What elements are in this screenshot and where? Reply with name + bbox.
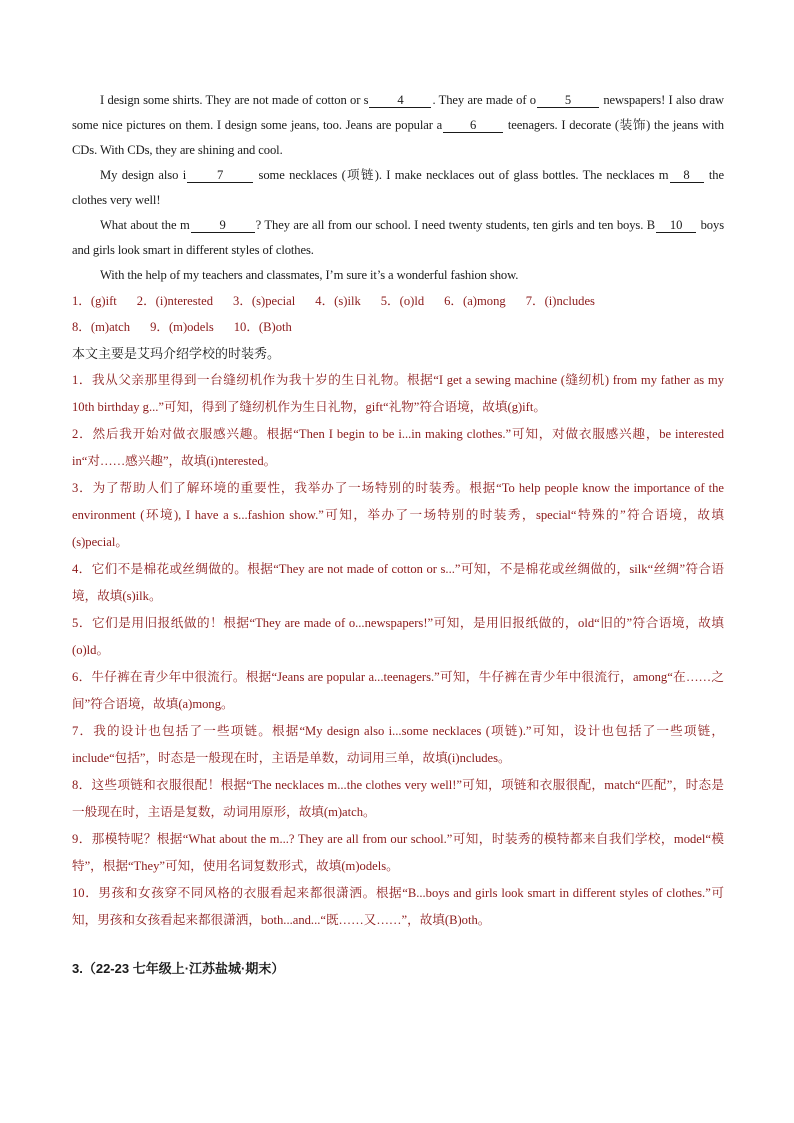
answer-row-1: [72, 288, 724, 314]
passage-paragraph-1: I design some shirts. They are not made of cotton or s 4 . They are made of o 5 newspapers! I also draw some nice pictures on them. I design some jeans, too. Jeans are popular a 6 teenagers. I decorate (装饰) the jeans with CDs. With CDs, they are shining and cool.: [72, 93, 725, 157]
explanation-7: 7．我的设计也包括了一些项链。根据“My design also i...some necklaces (项链).”可知，设计也包括了一些项链，include“包括”，时态是一般现在时，主语是单数，动词用三单，故填(i)ncludes。: [72, 724, 724, 765]
passage-paragraph-2: My design also i 7 some necklaces (项链). I make necklaces out of glass bottles. The necklaces m 8 the clothes very well!: [72, 168, 724, 207]
explanation-5: 5．它们是用旧报纸做的！根据“They are made of o...newspapers!”可知，是用旧报纸做的，old“旧的”符合语境，故填(o)ld。: [72, 616, 724, 657]
answer-row-2: [72, 314, 724, 340]
explanation-4: 4．它们不是棉花或丝绸做的。根据“They are not made of cotton or s...”可知，不是棉花或丝绸做的，silk“丝绸”符合语境，故填(s)ilk。: [72, 562, 724, 603]
blank-5[interactable]: 5: [537, 93, 599, 108]
blank-4[interactable]: 4: [369, 93, 431, 108]
blank-9[interactable]: 9: [191, 218, 255, 233]
answer-item: 1．(g)ift: [72, 294, 117, 308]
next-question-heading: 3.（22-23 七年级上·江苏盐城·期末）: [72, 961, 285, 976]
passage-paragraph-4: With the help of my teachers and classmates, I’m sure it’s a wonderful fashion show.: [100, 268, 519, 282]
explanation-1: 1．我从父亲那里得到一台缝纫机作为我十岁的生日礼物。根据“I get a sewing machine (缝纫机) from my father as my 10th birthday g...”可知，得到了缝纫机作为生日礼物，gift“礼物”符合语境，故填(g)ift。: [72, 373, 724, 414]
answer-item: 3．(s)pecial: [233, 294, 296, 308]
explanation-9: 9．那模特呢？根据“What about the m...? They are all from our school.”可知，时装秀的模特都来自我们学校，model“模特”，根据“They”可知，使用名词复数形式，故填(m)odels。: [72, 832, 724, 873]
explanation-3: 3．为了帮助人们了解环境的重要性，我举办了一场特别的时装秀。根据“To help people know the importance of the environment (环境), I have a s...fashion show.”可知，举办了一场特别的时装秀，special“特殊的”符合语境，故填(s)pecial。: [72, 481, 724, 549]
explanation-6: 6．牛仔裤在青少年中很流行。根据“Jeans are popular a...teenagers.”可知，牛仔裤在青少年中很流行，among“在……之间”符合语境，故填(a)mong。: [72, 670, 724, 711]
answer-item: 5．(o)ld: [380, 294, 425, 308]
document-page: [72, 88, 724, 977]
answer-item: 7．(i)ncludes: [525, 294, 595, 308]
explanation-2: 2．然后我开始对做衣服感兴趣。根据“Then I begin to be i...in making clothes.”可知，对做衣服感兴趣，be interested in“对……感兴趣”，故填(i)nterested。: [72, 427, 724, 468]
blank-7[interactable]: 7: [187, 168, 253, 183]
passage-paragraph-3: What about the m 9 ? They are all from our school. I need twenty students, ten girls and ten boys. B 10 boys and girls look smart in different styles of clothes.: [72, 218, 724, 257]
answer-item: 6．(a)mong: [444, 294, 506, 308]
explanation-8: 8．这些项链和衣服很配！根据“The necklaces m...the clothes very well!”可知，项链和衣服很配，match“匹配”，时态是一般现在时，主语是复数，动词用原形，故填(m)atch。: [72, 778, 724, 819]
answer-item: 10．(B)oth: [233, 320, 292, 334]
answer-item: 4．(s)ilk: [315, 294, 361, 308]
blank-10[interactable]: 10: [656, 218, 696, 233]
answer-item: 8．(m)atch: [72, 320, 131, 334]
summary-text: 本文主要是艾玛介绍学校的时装秀。: [72, 346, 281, 361]
answer-item: 2．(i)nterested: [136, 294, 214, 308]
blank-6[interactable]: 6: [443, 118, 503, 133]
blank-8[interactable]: 8: [670, 168, 704, 183]
answer-item: 9．(m)odels: [150, 320, 214, 334]
explanation-10: 10．男孩和女孩穿不同风格的衣服看起来都很潇洒。根据“B...boys and girls look smart in different styles of clothes.”可知，男孩和女孩看起来都很潇洒，both...and...“既……又……”，故填(B)oth。: [72, 886, 724, 927]
